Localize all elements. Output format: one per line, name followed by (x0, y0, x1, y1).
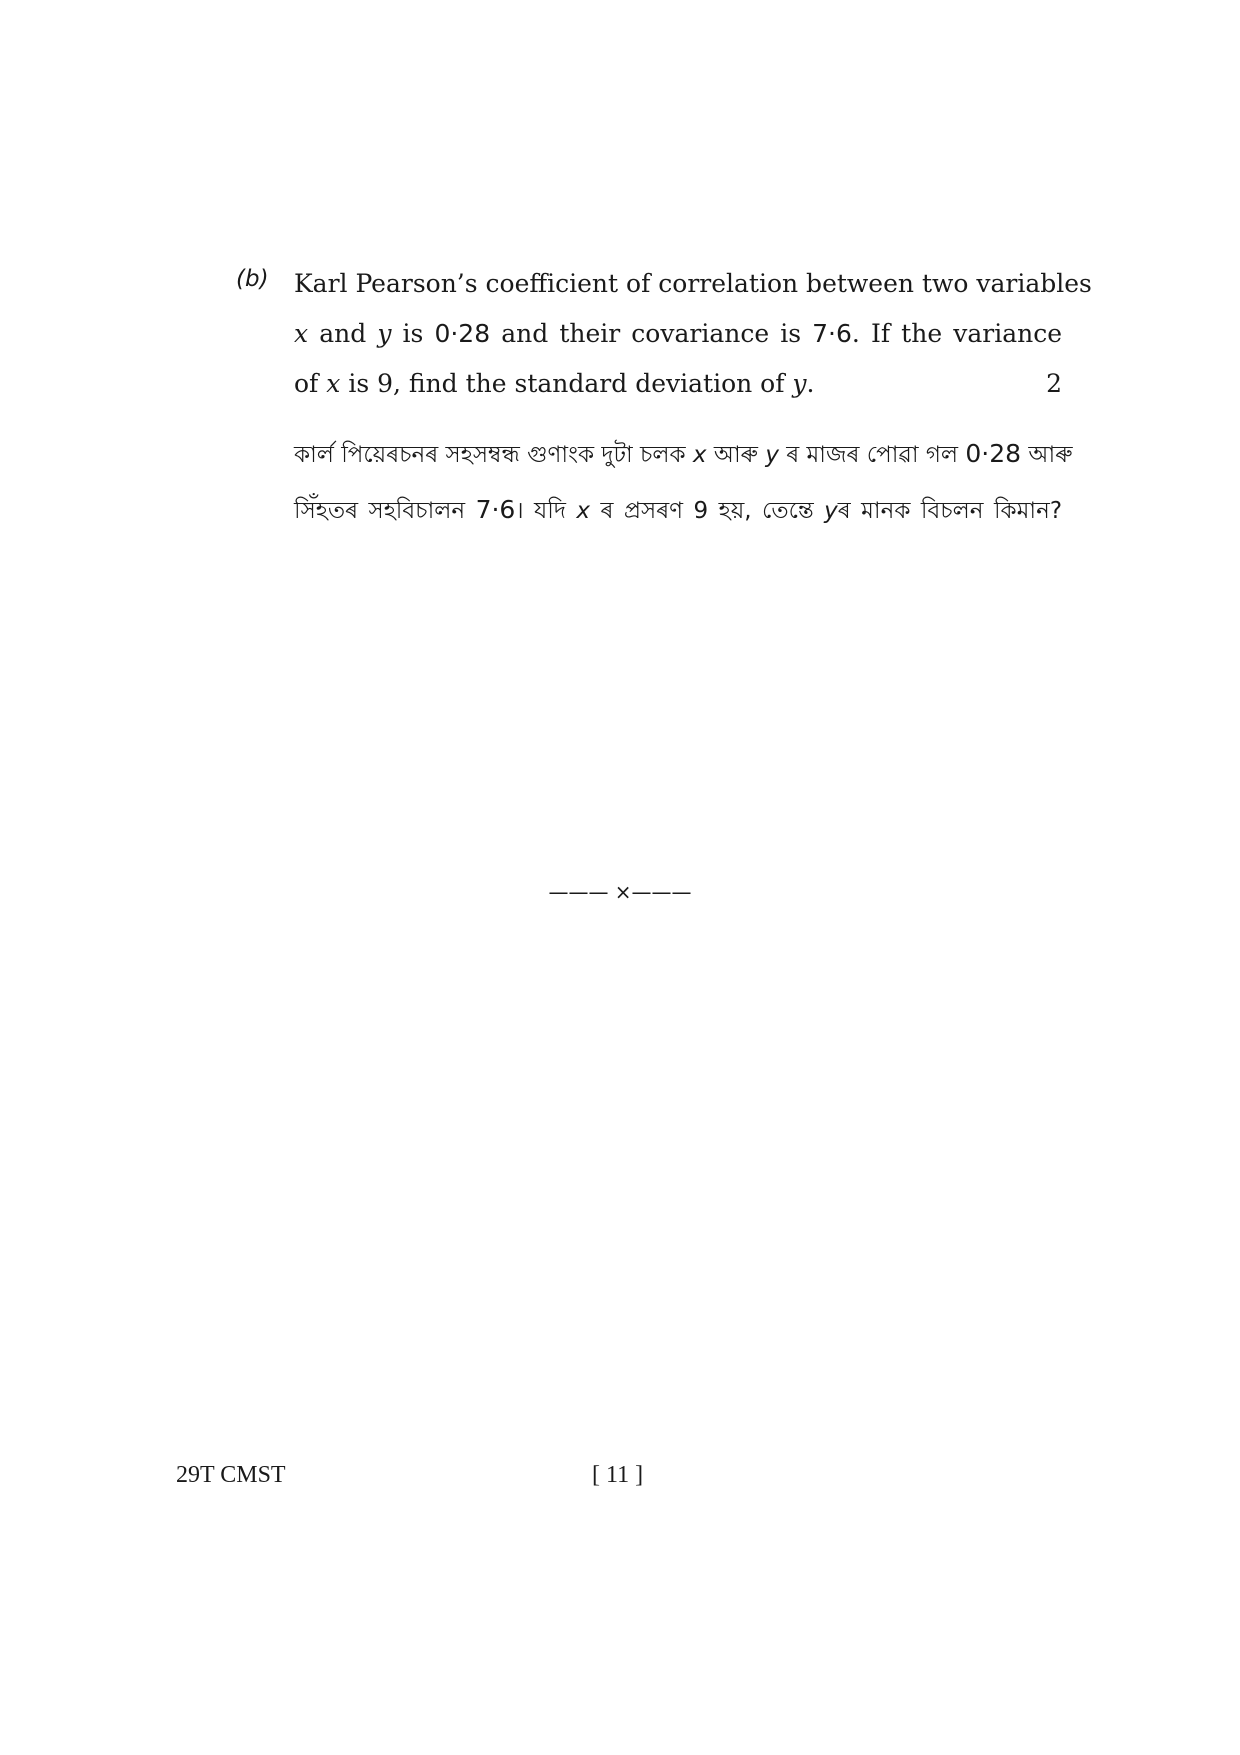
question-english-line-3 (294, 364, 1062, 414)
variable-y: y (377, 319, 392, 348)
question-assamese-line-1 (294, 434, 1073, 490)
english-text: is 9, find the standard deviation of (340, 369, 793, 398)
variable-x: x (692, 442, 707, 468)
variable-x: x (326, 369, 341, 398)
assamese-text: আৰু (706, 442, 766, 468)
english-text: . If the variance (851, 319, 1062, 348)
covariance-value: 7·6 (475, 495, 516, 524)
english-text: and (308, 319, 378, 348)
english-text: Karl Pearson’s coefficient of correlation between two variables (294, 269, 1092, 298)
question-english (294, 264, 1092, 414)
correlation-value: 0·28 (965, 439, 1022, 468)
assamese-text: । যদি (515, 498, 577, 524)
covariance-value: 7·6 (812, 319, 852, 348)
assamese-text: ৰ মাজৰ পোৱা গল (778, 442, 966, 468)
assamese-text: ৰ মানক বিচলন কিমান? (837, 498, 1063, 524)
assamese-text: আৰু (1021, 442, 1073, 468)
variable-x: x (294, 319, 309, 348)
english-text: of (294, 369, 327, 398)
variable-y: y (765, 442, 779, 468)
question-english-line-2 (294, 314, 1062, 364)
question-english-line-1 (294, 264, 1092, 314)
assamese-text: ৰ প্ৰসৰণ 9 হয়, তেন্তে (590, 498, 825, 524)
assamese-text: সিঁহতৰ সহবিচালন (294, 498, 476, 524)
english-text: . (806, 369, 815, 398)
assamese-text: কাৰ্ল পিয়েৰচনৰ সহসম্বন্ধ গুণাংক দুটা চলক (294, 442, 693, 468)
question-label: (b) (236, 266, 269, 292)
question-assamese (294, 434, 1073, 546)
english-text: and their covariance is (490, 319, 813, 348)
end-of-paper-mark: ——— ×——— (548, 880, 692, 904)
correlation-value: 0·28 (434, 319, 491, 348)
page-number: [ 11 ] (592, 1462, 644, 1488)
question-assamese-line-2 (294, 490, 1062, 546)
paper-code: 29T CMST (176, 1462, 286, 1488)
variable-y: y (824, 498, 838, 524)
question-marks: 2 (1046, 369, 1062, 398)
english-text: is (391, 319, 435, 348)
variable-x: x (576, 498, 591, 524)
variable-y: y (792, 369, 807, 398)
